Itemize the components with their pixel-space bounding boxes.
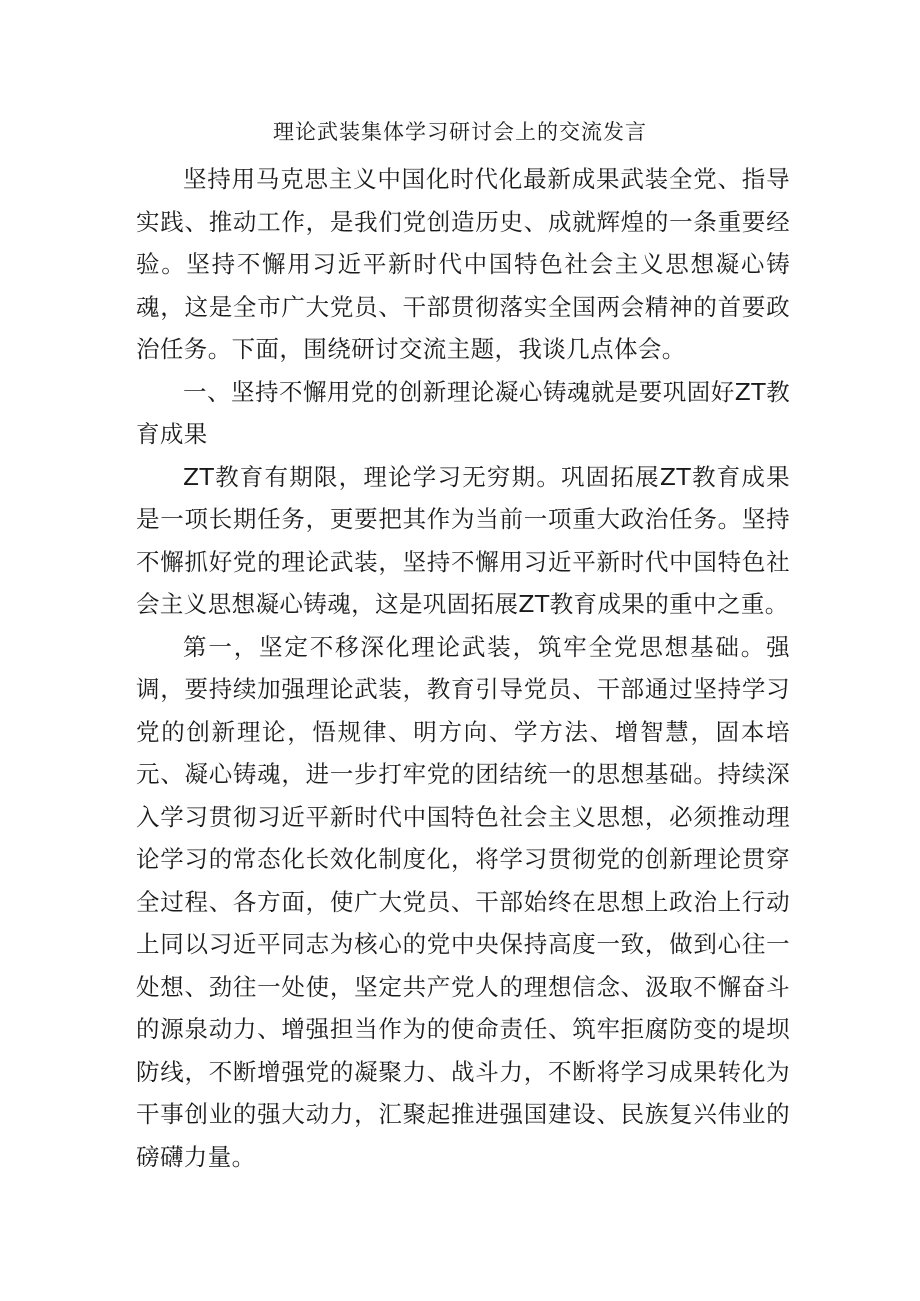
paragraph-zt-education: ZT教育有期限，理论学习无穷期。巩固拓展ZT教育成果是一项长期任务，更要把其作为当前一项重大政治任务。坚持不懈抓好党的理论武装，坚持不懈用习近平新时代中国特色社会主义思想凝心铸魂，这是巩固拓展ZT教育成果的重中之重。 — [136, 462, 790, 618]
document-body — [136, 158, 790, 1178]
document-title: 理论武装集体学习研讨会上的交流发言 — [273, 120, 647, 144]
section-heading-one: 一、坚持不懈用党的创新理论凝心铸魂就是要巩固好ZT教育成果 — [136, 377, 790, 448]
paragraph-intro: 坚持用马克思主义中国化时代化最新成果武装全党、指导实践、推动工作，是我们党创造历史、成就辉煌的一条重要经验。坚持不懈用习近平新时代中国特色社会主义思想凝心铸魂，这是全市广大党员、干部贯彻落实全国两会精神的首要政治任务。下面，围绕研讨交流主题，我谈几点体会。 — [136, 165, 790, 363]
paragraph-first-point: 第一，坚定不移深化理论武装，筑牢全党思想基础。强调，要持续加强理论武装，教育引导党员、干部通过坚持学习党的创新理论，悟规律、明方向、学方法、增智慧，固本培元、凝心铸魂，进一步打牢党的团结统一的思想基础。持续深入学习贯彻习近平新时代中国特色社会主义思想，必须推动理论学习的常态化长效化制度化，将学习贯彻党的创新理论贯穿全过程、各方面，使广大党员、干部始终在思想上政治上行动上同以习近平同志为核心的党中央保持高度一致，做到心往一处想、劲往一处使，坚定共产党人的理想信念、汲取不懈奋斗的源泉动力、增强担当作为的使命责任、筑牢拒腐防变的堤坝防线，不断增强党的凝聚力、战斗力，不断将学习成果转化为干事创业的强大动力，汇聚起推进强国建设、民族复兴伟业的磅礴力量。 — [136, 632, 790, 1171]
